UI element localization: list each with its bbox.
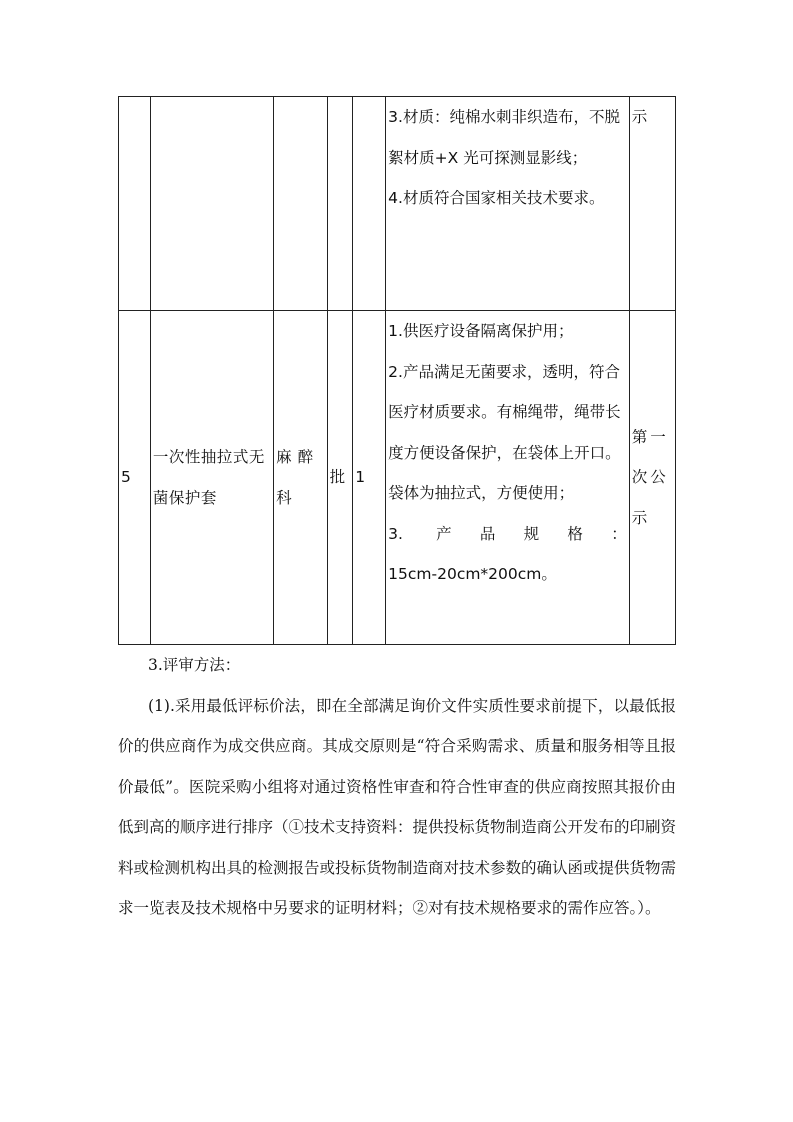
requirements-cell xyxy=(386,311,630,645)
procurement-spec-table xyxy=(118,96,676,645)
section-heading: 3.评审方法： xyxy=(148,656,241,674)
unit-cell: 批 xyxy=(327,311,353,645)
requirement-line: 2.产品满足无菌要求，透明，符合医疗材质要求。有棉绳带，绳带长度方便设备保护，在袋体上开口。袋体为抽拉式，方便使用； xyxy=(388,362,621,502)
item-number-cell: 5 xyxy=(119,311,151,645)
item-name-cell: 一次性抽拉式无菌保护套 xyxy=(150,311,273,645)
department-cell: 麻 醉科 xyxy=(274,311,327,645)
requirement-line: 4.材质符合国家相关技术要求。 xyxy=(388,189,605,207)
requirements-cell xyxy=(386,97,630,311)
department-cell xyxy=(274,97,327,311)
quantity-cell xyxy=(353,97,386,311)
section-paragraph: (1).采用最低评标价法，即在全部满足询价文件实质性要求前提下，以最低报价的供应商作为成交供应商。其成交原则是“符合采购需求、质量和服务相等且报价最低”。医院采购小组将对通过资格性审查和符合性审查的供应商按照其报价由低到高的顺序进行排序（①技术支持资料：提供投标货物制造商公开发布的印刷资料或检测机构出具的检测报告或投标货物制造商对技术参数的确认函或提供货物需求一览表及技术规格中另要求的证明材料；②对有技术规格要求的需作应答。）。 xyxy=(118,696,677,917)
quantity-cell: 1 xyxy=(353,311,386,645)
status-cell: 示 xyxy=(629,97,675,311)
requirement-line: 3.材质：纯棉水刺非织造布，不脱絮材质+X 光可探测显影线； xyxy=(388,108,620,167)
evaluation-section xyxy=(118,645,676,929)
status-cell: 第一次公示 xyxy=(629,311,675,645)
requirement-line: 15cm-20cm*200cm。 xyxy=(388,565,557,583)
item-name-cell xyxy=(150,97,273,311)
table-row xyxy=(119,97,676,311)
table-row xyxy=(119,311,676,645)
item-number-cell xyxy=(119,97,151,311)
unit-cell xyxy=(327,97,353,311)
requirement-line: 3. 产品规格： xyxy=(388,524,627,543)
requirement-line: 1.供医疗设备隔离保护用； xyxy=(388,322,574,340)
